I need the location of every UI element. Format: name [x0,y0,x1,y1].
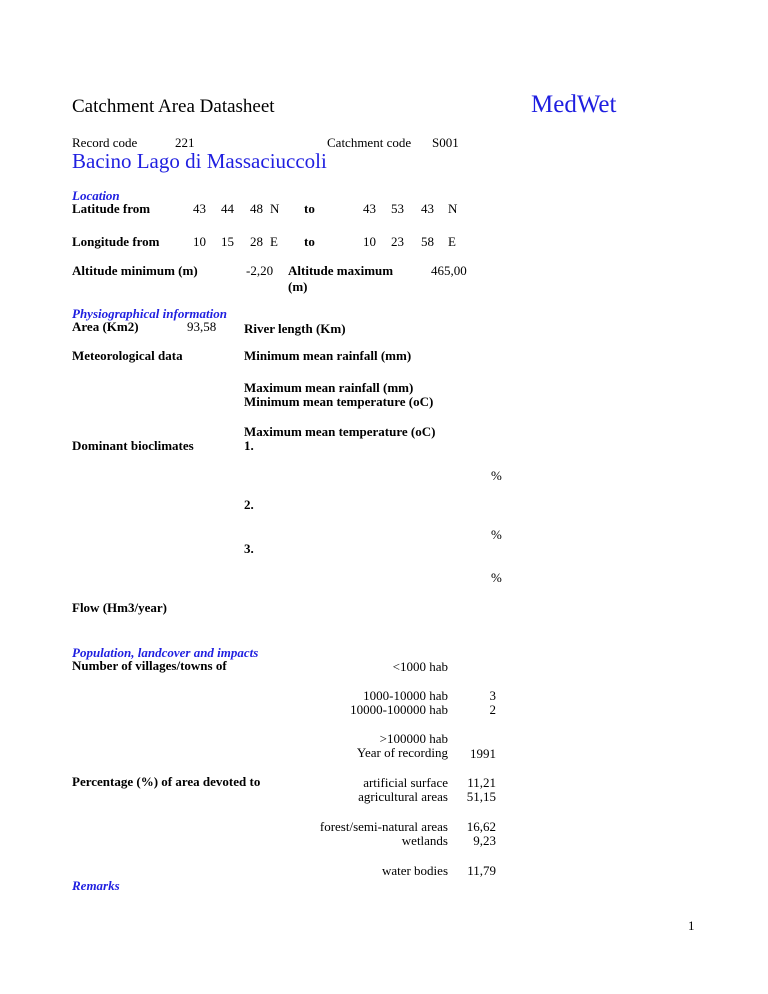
latitude-label: Latitude from [72,201,151,216]
agricultural-areas-label: agricultural areas [358,789,448,804]
lat-to-sec: 43 [421,201,434,216]
year-of-recording-label: Year of recording [356,745,448,760]
section-population-heading: Population, landcover and impacts [72,645,259,660]
bioclimate-2-percent: % [491,527,502,542]
section-location-heading: Location [72,188,120,203]
catchment-name: Bacino Lago di Massaciuccoli [72,149,327,173]
year-of-recording-value: 1991 [470,746,496,761]
catchment-code-value: S001 [432,135,459,150]
section-physio-heading: Physiographical information [72,306,227,321]
lat-to-min: 53 [391,201,404,216]
flow-label: Flow (Hm3/year) [72,600,167,615]
lat-to-label: to [304,201,315,216]
hab-1000-10000-value: 3 [489,688,496,703]
lon-from-deg: 10 [193,234,206,249]
page-title: Catchment Area Datasheet [72,96,275,117]
hab-1000-10000-label: 1000-10000 hab [363,688,448,703]
dominant-bioclimates-label: Dominant bioclimates [72,438,194,453]
min-temperature-label: Minimum mean temperature (oC) [244,394,434,409]
lon-to-hemi: E [448,234,456,249]
lat-from-hemi: N [270,201,280,216]
area-value: 93,58 [187,319,217,334]
catchment-code-label: Catchment code [327,135,412,150]
hab-10000-100000-value: 2 [489,702,496,717]
record-code-value: 221 [175,135,195,150]
forest-label: forest/semi-natural areas [319,819,448,834]
altitude-max-unit: (m) [288,279,308,294]
wetlands-label: wetlands [401,833,448,848]
altitude-max-value: 465,00 [431,263,467,278]
area-label: Area (Km2) [72,319,139,334]
section-remarks-heading: Remarks [72,878,120,893]
agricultural-areas-value: 51,15 [466,789,496,804]
meteorological-label: Meteorological data [72,348,183,363]
artificial-surface-value: 11,21 [467,775,496,790]
longitude-label: Longitude from [72,234,160,249]
bioclimate-2: 2. [244,497,254,512]
lat-from-deg: 43 [193,201,206,216]
water-bodies-label: water bodies [381,863,448,878]
lon-to-deg: 10 [363,234,376,249]
lat-from-min: 44 [221,201,234,216]
max-rainfall-label: Maximum mean rainfall (mm) [244,380,414,395]
forest-value: 16,62 [466,819,496,834]
bioclimate-1: 1. [244,438,254,453]
percentage-area-label: Percentage (%) of area devoted to [72,774,261,789]
record-code-label: Record code [72,135,138,150]
altitude-max-label: Altitude maximum [288,263,394,278]
lat-to-hemi: N [448,201,458,216]
wetlands-value: 9,23 [473,833,496,848]
altitude-min-label: Altitude minimum (m) [72,263,198,278]
lon-to-min: 23 [391,234,404,249]
min-rainfall-label: Minimum mean rainfall (mm) [244,348,412,363]
max-temperature-label: Maximum mean temperature (oC) [244,424,436,439]
bioclimate-3: 3. [244,541,254,556]
altitude-min-value: -2,20 [246,263,274,278]
hab-10000-100000-label: 10000-100000 hab [350,702,448,717]
page-number: 1 [688,918,695,933]
lat-to-deg: 43 [363,201,376,216]
water-bodies-value: 11,79 [467,863,496,878]
brand-logo-text: MedWet [531,91,617,118]
lon-from-sec: 28 [250,234,263,249]
river-length-label: River length (Km) [244,321,346,336]
villages-label: Number of villages/towns of [72,658,227,673]
lon-to-sec: 58 [421,234,434,249]
hab-gt-100000-label: >100000 hab [379,731,448,746]
lon-from-hemi: E [270,234,278,249]
bioclimate-3-percent: % [491,570,502,585]
artificial-surface-label: artificial surface [363,775,448,790]
bioclimate-1-percent: % [491,468,502,483]
lat-from-sec: 48 [250,201,263,216]
lon-to-label: to [304,234,315,249]
hab-lt-1000-label: <1000 hab [392,659,448,674]
lon-from-min: 15 [221,234,234,249]
